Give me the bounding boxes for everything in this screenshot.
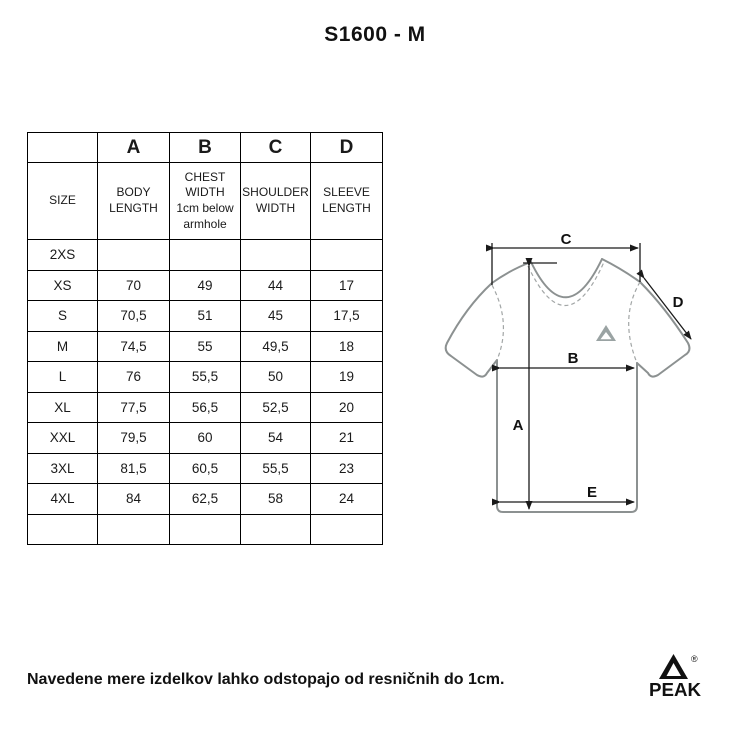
table-row (28, 301, 383, 332)
value-cell: 17 (311, 270, 383, 301)
value-cell (241, 240, 311, 271)
size-table (27, 132, 383, 545)
column-letter-row (28, 133, 383, 163)
chest-logo-triangle-icon (596, 325, 616, 341)
size-header-cell: SIZE (28, 163, 98, 240)
value-cell: 19 (311, 362, 383, 393)
table-row (28, 240, 383, 271)
value-cell: 81,5 (98, 453, 170, 484)
dim-shoulder-width (492, 243, 640, 285)
value-cell: 18 (311, 331, 383, 362)
body-length-header: BODY LENGTH (98, 163, 170, 240)
value-cell (241, 514, 311, 545)
size-cell: 4XL (28, 484, 98, 515)
peak-wordmark: PEAK (649, 680, 701, 700)
table-row (28, 423, 383, 454)
chest-width-title: CHEST WIDTH (184, 169, 226, 200)
value-cell: 70,5 (98, 301, 170, 332)
table-row (28, 270, 383, 301)
value-cell: 77,5 (98, 392, 170, 423)
value-cell: 17,5 (311, 301, 383, 332)
tshirt-outline (446, 259, 690, 512)
value-cell: 55,5 (170, 362, 241, 393)
dim-sleeve-length (644, 278, 691, 339)
value-cell: 23 (311, 453, 383, 484)
value-cell: 76 (98, 362, 170, 393)
column-letter-c: C (241, 133, 311, 163)
value-cell (170, 514, 241, 545)
value-cell: 52,5 (241, 392, 311, 423)
value-cell: 45 (241, 301, 311, 332)
value-cell: 60 (170, 423, 241, 454)
tolerance-note: Navedene mere izdelkov lahko odstopajo od resničnih do 1cm. (27, 671, 505, 688)
corner-cell (28, 133, 98, 163)
value-cell: 49,5 (241, 331, 311, 362)
table-row (28, 331, 383, 362)
size-cell: S (28, 301, 98, 332)
column-letter-a: A (98, 133, 170, 163)
size-cell: 2XS (28, 240, 98, 271)
size-cell: L (28, 362, 98, 393)
value-cell (98, 514, 170, 545)
value-cell: 56,5 (170, 392, 241, 423)
value-cell: 55 (170, 331, 241, 362)
value-cell: 84 (98, 484, 170, 515)
size-cell: XXL (28, 423, 98, 454)
value-cell: 51 (170, 301, 241, 332)
value-cell: 21 (311, 423, 383, 454)
column-header-row (28, 163, 383, 240)
value-cell: 20 (311, 392, 383, 423)
value-cell: 24 (311, 484, 383, 515)
table-row (28, 362, 383, 393)
column-letter-d: D (311, 133, 383, 163)
sleeve-length-header: SLEEVE LENGTH (311, 163, 383, 240)
table-row (28, 484, 383, 515)
size-table-body (28, 240, 383, 545)
peak-triangle-icon (659, 654, 688, 679)
chest-width-header (170, 163, 241, 240)
page-title: S1600 - M (324, 23, 426, 46)
value-cell: 44 (241, 270, 311, 301)
size-cell: 3XL (28, 453, 98, 484)
value-cell: 70 (98, 270, 170, 301)
value-cell: 74,5 (98, 331, 170, 362)
table-row (28, 453, 383, 484)
value-cell: 62,5 (170, 484, 241, 515)
value-cell (98, 240, 170, 271)
table-row (28, 514, 383, 545)
chest-width-subtitle: 1cm below armhole (176, 201, 234, 231)
size-cell (28, 514, 98, 545)
value-cell: 54 (241, 423, 311, 454)
label-shoulder-width: C (560, 231, 572, 248)
label-sleeve-length: D (672, 294, 684, 311)
label-chest-width: B (567, 350, 579, 367)
value-cell: 50 (241, 362, 311, 393)
column-letter-b: B (170, 133, 241, 163)
dim-body-length (523, 263, 557, 509)
shoulder-width-header: SHOULDER WIDTH (241, 163, 311, 240)
value-cell (311, 514, 383, 545)
value-cell (311, 240, 383, 271)
peak-logo (648, 652, 710, 705)
value-cell: 55,5 (241, 453, 311, 484)
label-body-length: A (512, 417, 524, 434)
size-cell: M (28, 331, 98, 362)
size-cell: XS (28, 270, 98, 301)
label-hem-width: E (586, 484, 598, 501)
value-cell: 58 (241, 484, 311, 515)
value-cell: 60,5 (170, 453, 241, 484)
value-cell: 49 (170, 270, 241, 301)
value-cell (170, 240, 241, 271)
value-cell: 79,5 (98, 423, 170, 454)
registered-mark: ® (691, 654, 698, 664)
tshirt-dashed-seams (492, 262, 640, 363)
tshirt-measurement-diagram (430, 225, 750, 550)
table-row (28, 392, 383, 423)
size-cell: XL (28, 392, 98, 423)
